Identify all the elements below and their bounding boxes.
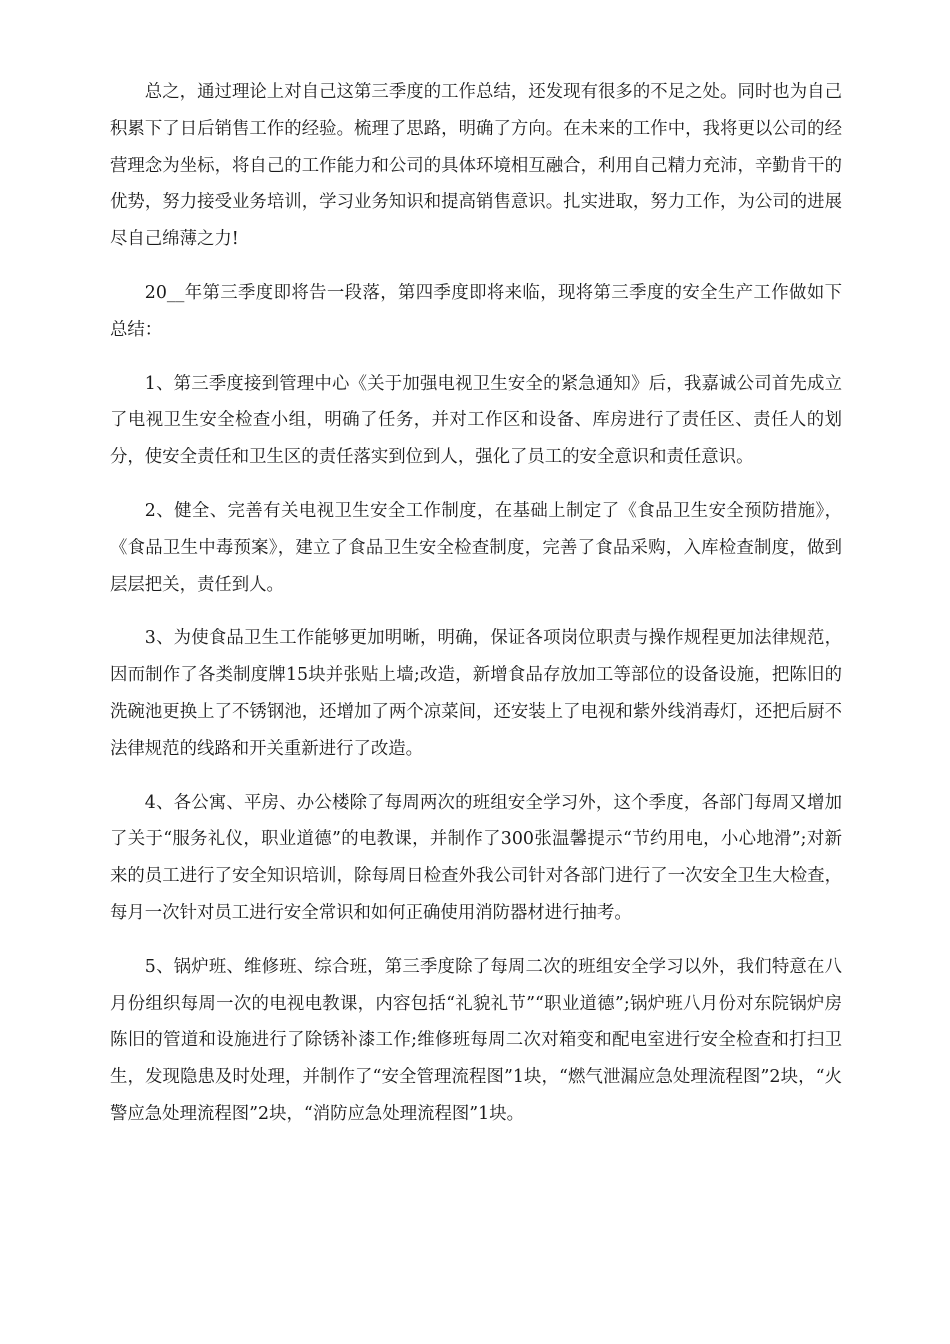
paragraph-intro: 20__年第三季度即将告一段落，第四季度即将来临，现将第三季度的安全生产工作做如下总结： [110, 282, 842, 340]
paragraph-summary: 总之，通过理论上对自己这第三季度的工作总结，还发现有很多的不足之处。同时也为自己积累下了日后销售工作的经验。梳理了思路，明确了方向。在未来的工作中，我将更以公司的经营理念为坐标，将自己的工作能力和公司的具体环境相互融合，利用自己精力充沛，辛勤肯干的优势，努力接受业务培训，学习业务知识和提高销售意识。扎实进取，努力工作，为公司的进展尽自己绵薄之力! [110, 82, 842, 250]
document-body [110, 74, 842, 1150]
paragraph-item-1: 1、第三季度接到管理中心《关于加强电视卫生安全的紧急通知》后，我嘉诚公司首先成立了电视卫生安全检查小组，明确了任务，并对工作区和设备、库房进行了责任区、责任人的划分，使安全责任和卫生区的责任落实到位到人，强化了员工的安全意识和责任意识。 [110, 373, 842, 468]
paragraph-item-4: 4、各公寓、平房、办公楼除了每周两次的班组安全学习外，这个季度，各部门每周又增加了关于“服务礼仪，职业道德”的电教课，并制作了300张温馨提示“节约用电，小心地滑”;对新来的员工进行了安全知识培训，除每周日检查外我公司针对各部门进行了一次安全卫生大检查，每月一次针对员工进行安全常识和如何正确使用消防器材进行抽考。 [110, 792, 842, 923]
paragraph-item-3: 3、为使食品卫生工作能够更加明晰，明确，保证各项岗位职责与操作规程更加法律规范，因而制作了各类制度牌15块并张贴上墙;改造，新增食品存放加工等部位的设备设施，把陈旧的洗碗池更换上了不锈钢池，还增加了两个凉菜间，还安装上了电视和紫外线消毒灯，还把后厨不法律规范的线路和开关重新进行了改造。 [110, 628, 842, 759]
paragraph-item-5: 5、锅炉班、维修班、综合班，第三季度除了每周二次的班组安全学习以外，我们特意在八月份组织每周一次的电视电教课，内容包括“礼貌礼节”“职业道德”;锅炉班八月份对东院锅炉房陈旧的管道和设施进行了除锈补漆工作;维修班每周二次对箱变和配电室进行安全检查和打扫卫生，发现隐患及时处理，并制作了“安全管理流程图”1块，“燃气泄漏应急处理流程图”2块，“火警应急处理流程图”2块，“消防应急处理流程图”1块。 [110, 956, 842, 1124]
paragraph-item-2: 2、健全、完善有关电视卫生安全工作制度，在基础上制定了《食品卫生安全预防措施》，《食品卫生中毒预案》，建立了食品卫生安全检查制度，完善了食品采购，入库检查制度，做到层层把关，责任到人。 [110, 500, 842, 595]
